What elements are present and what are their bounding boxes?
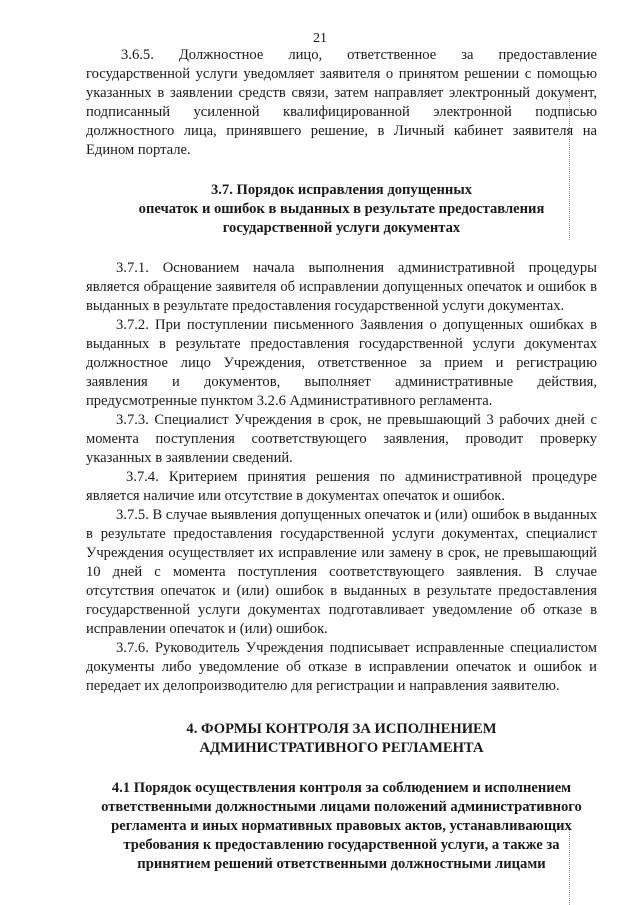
heading-line: государственной услуги документах	[222, 220, 461, 236]
section-heading-3-7	[86, 181, 597, 238]
page-number: 21	[313, 31, 327, 46]
paragraph-3-7-3: 3.7.3. Специалист Учреждения в срок, не превышающий 3 рабочих дней с момента поступления соответствующего заявления, проводит проверку указанных в заявлении сведений.	[86, 412, 597, 466]
heading-line: 4.1 Порядок осуществления контроля за соблюдением и исполнением	[111, 780, 572, 796]
heading-line: 3.7. Порядок исправления допущенных	[210, 182, 473, 198]
paragraph-3-7-1: 3.7.1. Основанием начала выполнения административной процедуры является обращение заявителя об исправлении допущенных опечаток и ошибок в выданных в результате предоставления государственной услуги документах.	[86, 260, 597, 314]
paragraph-3-7-6: 3.7.6. Руководитель Учреждения подписывает исправленные специалистом документы либо уведомление об отказе в исправлении опечаток и ошибок и передает их делопроизводителю для регистрации и направления заявителю.	[86, 640, 597, 694]
paragraph-3-7-4: 3.7.4. Критерием принятия решения по административной процедуре является наличие или отсутствие в документах опечаток и ошибок.	[86, 469, 597, 504]
heading-line: требования к предоставлению государственной услуги, а также за	[123, 837, 560, 853]
heading-line: 4. ФОРМЫ КОНТРОЛЯ ЗА ИСПОЛНЕНИЕМ	[186, 721, 497, 737]
heading-line: регламента и иных нормативных правовых актов, устанавливающих	[111, 818, 572, 834]
heading-line: опечаток и ошибок в выданных в результате предоставления	[138, 201, 545, 217]
document-body	[86, 46, 597, 874]
heading-line: принятием решений ответственными должностными лицами	[137, 856, 546, 872]
section-heading-4	[86, 720, 597, 758]
heading-line: ответственными должностными лицами положений административного	[101, 799, 582, 815]
section-heading-4-1	[86, 779, 597, 874]
paragraph-3-7-5: 3.7.5. В случае выявления допущенных опечаток и (или) ошибок в выданных в результате предоставления государственной услуги документах, специалист Учреждения осуществляет их исправление или замену в срок, не превышающий 10 дней с момента поступления соответствующего заявления. В случае отсутствия опечаток и (или) ошибок в выданных в результате предоставления государственной услуги документах подготавливает уведомление об отказе в исправлении опечаток и (или) ошибок.	[86, 507, 597, 637]
heading-line: АДМИНИСТРАТИВНОГО РЕГЛАМЕНТА	[199, 740, 484, 756]
paragraph-3-6-5: 3.6.5. Должностное лицо, ответственное за предоставление государственной услуги уведомляет заявителя о принятом решении с помощью указанных в заявлении средств связи, затем направляет электронный документ, подписанный усиленной квалифицированной электронной подписью должностного лица, принявшего решение, в Личный кабинет заявителя на Едином портале.	[86, 47, 597, 158]
paragraph-3-7-2: 3.7.2. При поступлении письменного Заявления о допущенных ошибках в выданных в результате предоставления государственной услуги документах должностное лицо Учреждения, ответственное за прием и регистрацию заявления и документов, выполняет административные действия, предусмотренные пунктом 3.2.6 Административного регламента.	[86, 317, 597, 409]
